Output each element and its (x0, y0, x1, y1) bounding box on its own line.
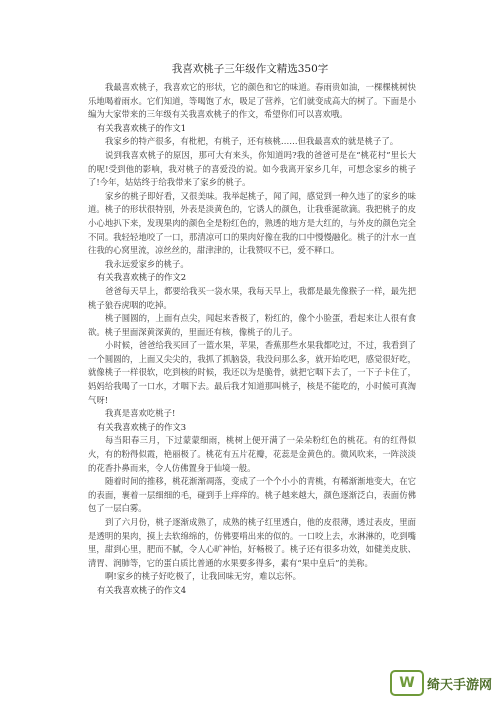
section-heading: 有关我喜欢桃子的作文2 (97, 272, 187, 283)
section-heading: 有关我喜欢桃子的作文3 (97, 421, 187, 432)
section-heading: 有关我喜欢桃子的作文1 (97, 122, 187, 133)
paragraph: 我真是喜欢吃桃子! (105, 408, 176, 419)
watermark-text: 绮天手游网 (426, 677, 492, 693)
paragraph: 每当阳春三月，下过蒙蒙细雨，桃树上便开满了一朵朵粉红色的桃花。有的红得似火，有的粉得似霞，艳丽极了。桃花有五片花瓣，花蕊是金黄色的。微风吹来，一阵淡淡的花香扑鼻而来，令人仿佛置身于仙境一般。 (88, 435, 416, 473)
paragraph: 啊!家乡的桃子好吃极了，让我回味无穷，难以忘怀。 (105, 571, 301, 582)
paragraph: 爸爸每天早上，都要给我买一袋水果，我每天早上，我都是最先像猴子一样，最先把桃子狼吞虎咽的吃掉。 (88, 285, 416, 310)
article-body (88, 81, 416, 598)
section-heading: 有关我喜欢桃子的作文4 (97, 584, 187, 595)
paragraph: 到了六月份，桃子逐渐成熟了，成熟的桃子红里透白，他的皮很薄，透过表皮，里面是透明的果肉，摸上去软绵绵的，仿佛要啃出来的似的。一口咬上去，水淋淋的，吃到嘴里，甜到心里，肥而不腻，令人心旷神怡，好畅极了。桃子还有很多功效，如健美皮肤、清胃、润肺等，它的蛋白质比普通的水果要多得多，素有“果中皇后”的美称。 (88, 517, 416, 568)
paragraph: 家乡的桃子即好看，又很美味。我举起桃子，闻了闻，感觉到一种久违了的家乡的味道。桃子的形状很特别，外表是淡黄色的，它诱人的颜色，让我垂涎欲滴。我把桃子的皮小心地扒下来，发现果肉的颜色全是粉红色的，熟透的地方是大红的，与外皮的颜色完全不同。我轻轻地咬了一口，那清凉可口的果肉好像在我的口中慢慢融化。桃子的汁水一直往我的心窝里流，凉丝丝的，甜津津的，让我赞叹不已，爱不释口。 (88, 190, 416, 256)
paragraph: 我最喜欢桃子，我喜欢它的形状，它的颜色和它的味道。春雨贵如油，一棵棵桃树快乐地喝着雨水。它们知道，等喝饱了水，吸足了营养，它们就变成高大的树了。下面是小编为大家带来的三年级有关我喜欢桃子的作文，希望你们可以喜欢哦。 (88, 82, 416, 120)
paragraph: 说到我喜欢桃子的原因，那可大有来头，你知道吗?我的爸爸可是在“桃花村”里长大的呢!受到他的影响，我对桃子的喜爱没的说。如今我离开家乡几年，可想念家乡的桃子了!今年，姑姑终于给我带来了家乡的桃子。 (88, 149, 416, 188)
paragraph: 随着时间的推移，桃花渐渐凋落，变成了一个个小小的青桃，有稀渐渐地变大，在它的表面，裹着一层细细的毛，碰到手上痒痒的。桃子越来越大，颜色逐渐泛白，表面仿佛包了一层白雾。 (88, 476, 416, 514)
page-title: 我喜欢桃子三年级作文精选350字 (171, 63, 329, 75)
paragraph: 我永远爱家乡的桃子。 (105, 258, 189, 269)
paragraph: 小时候，爸爸给我买回了一篮水果，苹果，香蕉那些水果我都吃过，不过，我看到了一个圆圆的，上面又尖尖的，我抓了抓脑袋，我没问那么多，就开始吃吧，感觉很好吃，就像桃子一样很软，吃到核的时候，我还以为是脆骨，就把它咽下去了，一下子卡住了，妈妈给我喝了一口水，才咽下去。最后我才知道那叫桃子，核是不能吃的，小时候可真淘气呀! (88, 340, 416, 405)
watermark (390, 670, 492, 696)
paragraph: 我家乡的特产很多，有枇杷，有桃子，还有核桃……但我最喜欢的就是桃子了。 (105, 136, 399, 147)
paragraph: 桃子圆圆的，上面有点尖，闻起来香极了，粉红的，像个小脸蛋，看起来让人很有食欲。桃子里面深黄深黄的，里面还有核，像桃子的儿子。 (88, 313, 416, 337)
watermark-logo-icon: W (390, 670, 424, 696)
